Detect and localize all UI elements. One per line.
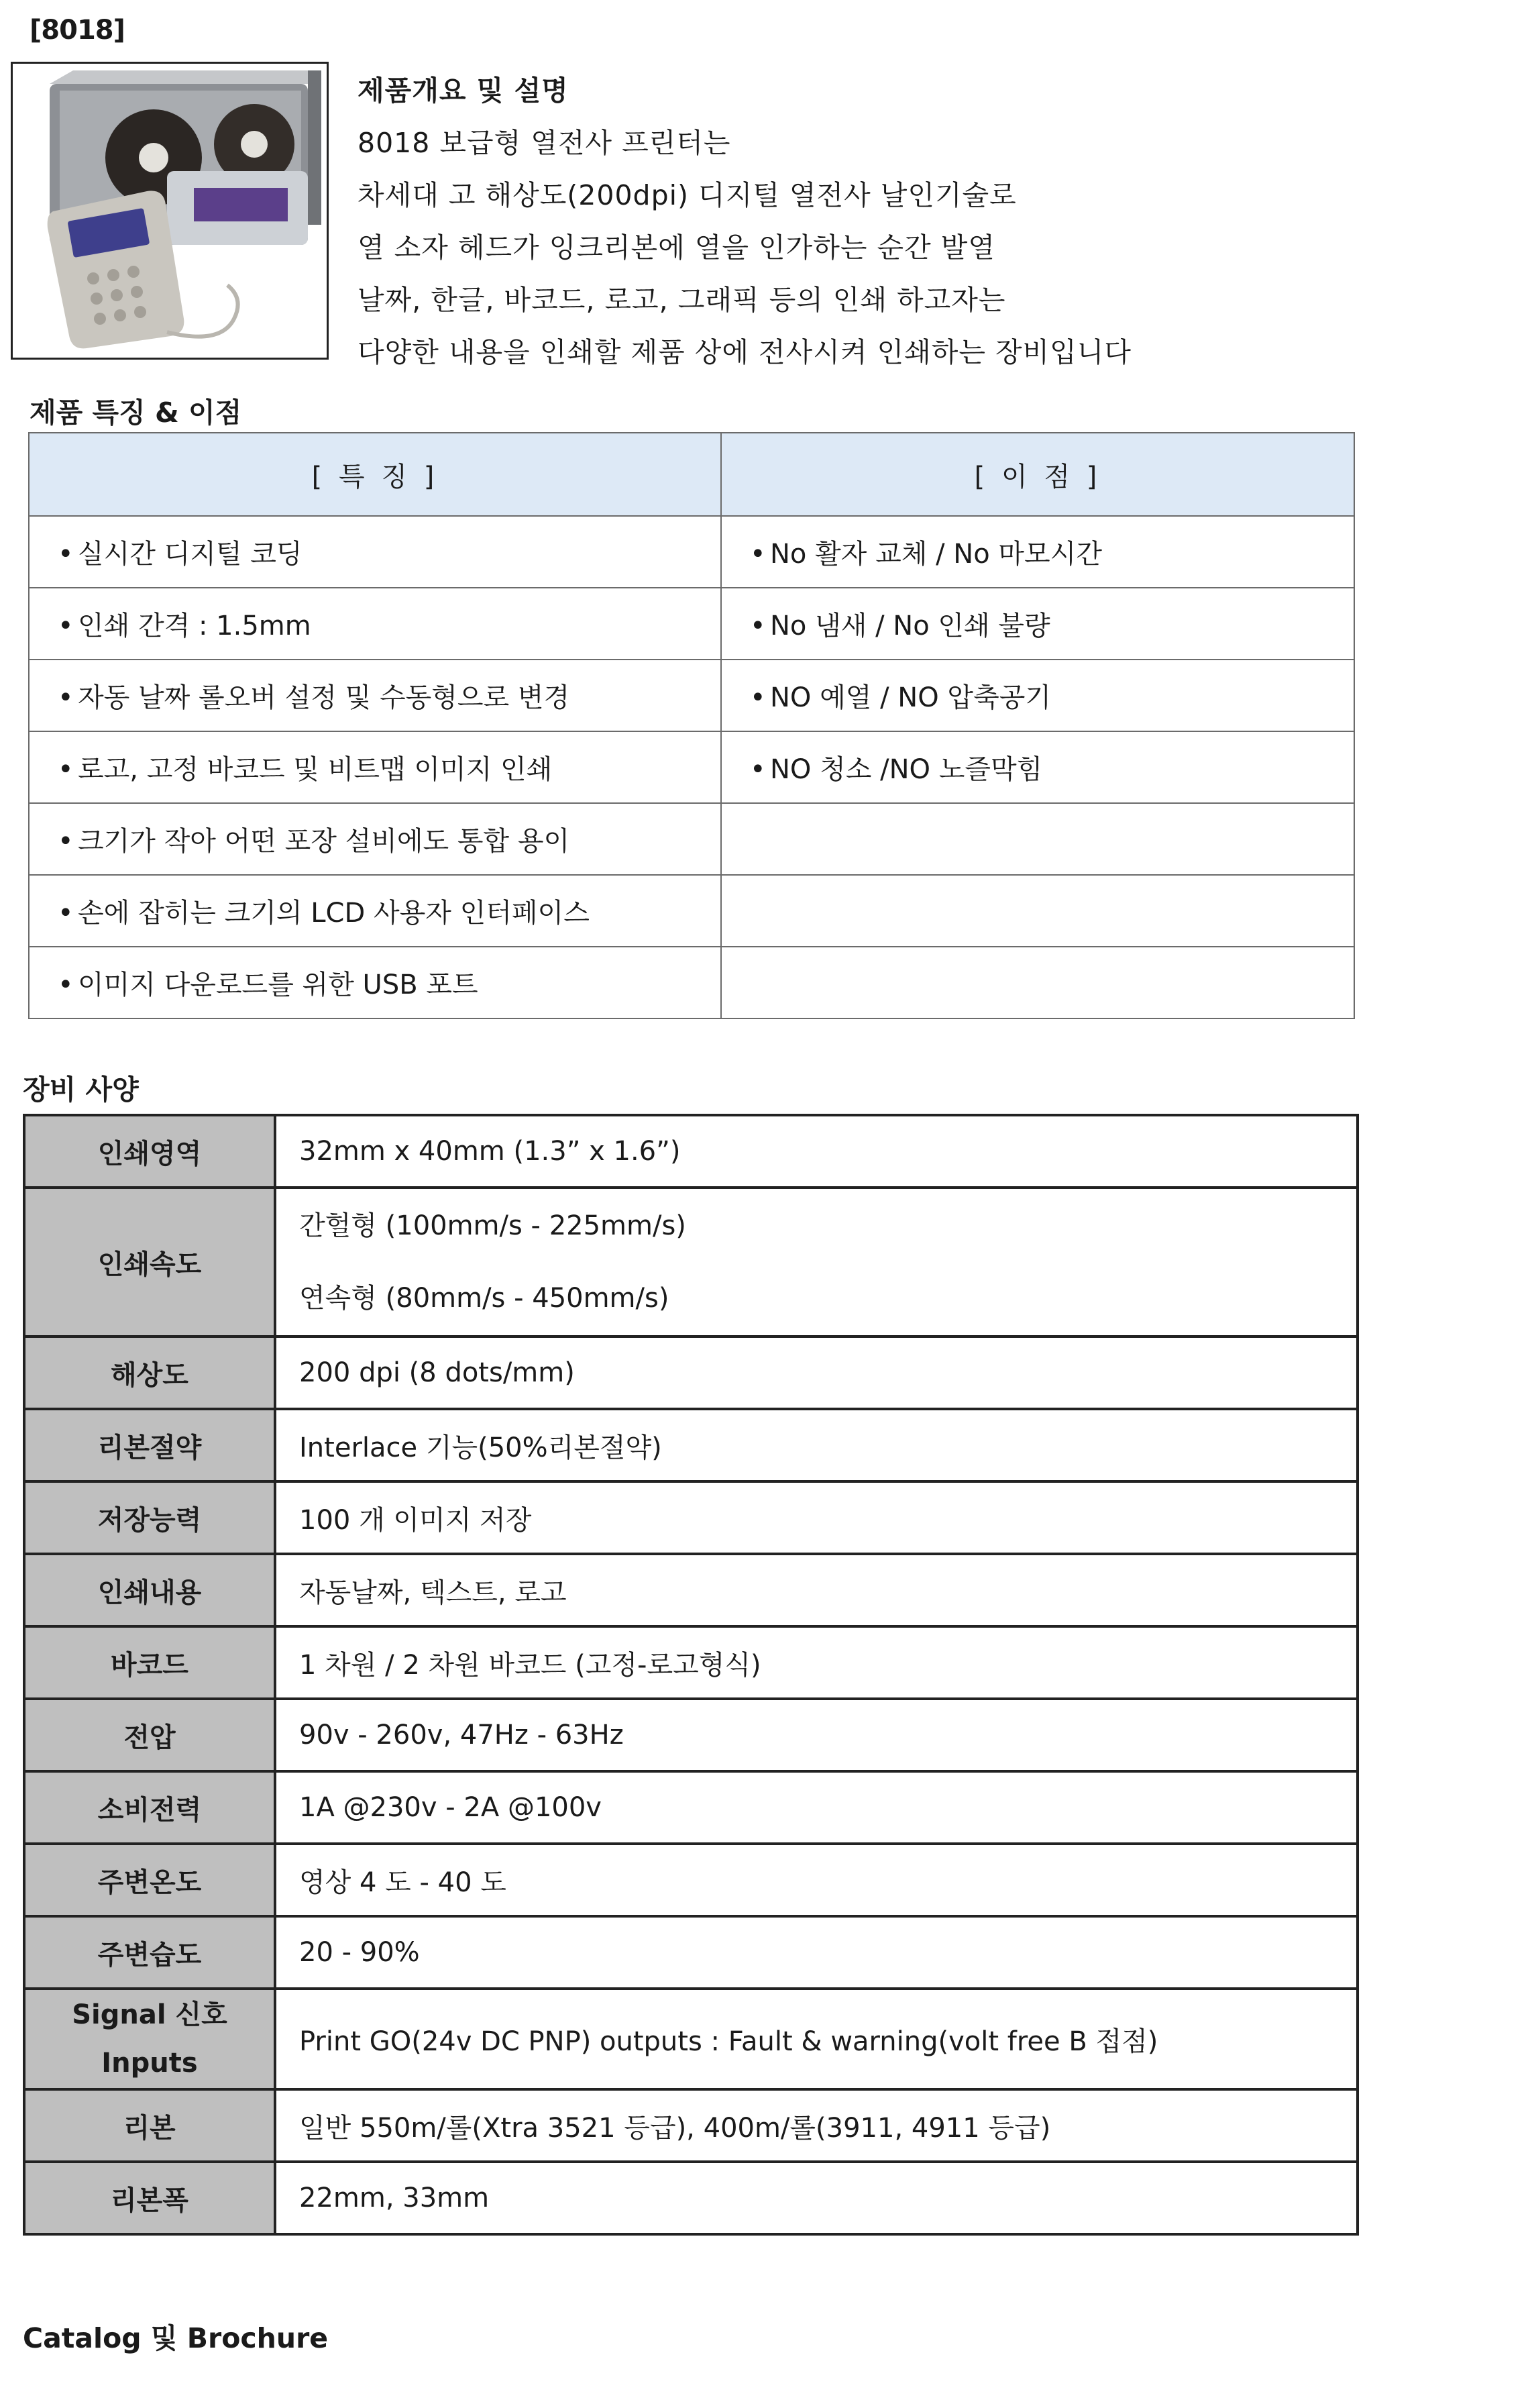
benefit-text: No 활자 교체 / No 마모시간 — [770, 539, 1102, 570]
spec-value: Print GO(24v DC PNP) outputs : Fault & warning(volt free B 접점) — [275, 1989, 1358, 2089]
spec-row — [24, 1626, 1358, 1699]
spec-row — [24, 1916, 1358, 1989]
spec-label: 리본폭 — [24, 2162, 275, 2234]
intro-line: 8018 보급형 열전사 프린터는 — [358, 127, 731, 159]
spec-section-title: 장비 사양 — [23, 1074, 139, 1106]
spec-label: 인쇄속도 — [24, 1188, 275, 1337]
benefits-column-header: [ 이 점 ] — [721, 433, 1354, 516]
benefit-cell — [721, 660, 1354, 731]
spec-label: 인쇄내용 — [24, 1554, 275, 1626]
feature-cell — [29, 516, 721, 588]
spec-row — [24, 1554, 1358, 1626]
spec-row — [24, 1188, 1358, 1337]
feature-text: 크기가 작아 어떤 포장 설비에도 통합 용이 — [78, 826, 570, 857]
bullet: • — [750, 539, 766, 570]
table-row — [29, 516, 1354, 588]
intro-heading: 제품개요 및 설명 — [358, 74, 569, 107]
bullet: • — [58, 754, 74, 785]
spec-value: 영상 4 도 - 40 도 — [275, 1844, 1358, 1916]
spec-value: 90v - 260v, 47Hz - 63Hz — [275, 1699, 1358, 1771]
spec-value: 200 dpi (8 dots/mm) — [275, 1337, 1358, 1409]
spec-value: Interlace 기능(50%리본절약) — [275, 1409, 1358, 1481]
features-column-header: [ 특 징 ] — [29, 433, 721, 516]
table-row — [29, 875, 1354, 947]
feature-cell — [29, 660, 721, 731]
bullet: • — [58, 539, 74, 570]
spec-row — [24, 1771, 1358, 1844]
spec-value: 20 - 90% — [275, 1916, 1358, 1989]
spec-label: 바코드 — [24, 1626, 275, 1699]
benefit-text: NO 예열 / NO 압축공기 — [770, 682, 1051, 713]
table-row — [29, 660, 1354, 731]
spec-value — [275, 1188, 1358, 1337]
bullet: • — [58, 682, 74, 713]
intro-line: 차세대 고 해상도(200dpi) 디지털 열전사 날인기술로 — [358, 179, 1017, 211]
spec-label: 전압 — [24, 1699, 275, 1771]
product-intro — [358, 64, 1132, 378]
benefit-cell — [721, 588, 1354, 660]
table-row — [29, 588, 1354, 660]
benefit-text: No 냄새 / No 인쇄 불량 — [770, 611, 1050, 641]
spec-label: 해상도 — [24, 1337, 275, 1409]
feature-text: 자동 날짜 롤오버 설정 및 수동형으로 변경 — [78, 682, 570, 713]
spec-label-line: Inputs — [101, 2048, 198, 2079]
bullet: • — [58, 970, 74, 1000]
spec-label-line: Signal 신호 — [72, 1999, 227, 2030]
bullet: • — [750, 682, 766, 713]
feature-cell — [29, 875, 721, 947]
spec-value-line: 연속형 (80mm/s - 450mm/s) — [299, 1283, 669, 1314]
benefit-cell-empty — [721, 947, 1354, 1018]
spec-label: 리본절약 — [24, 1409, 275, 1481]
spec-value: 1A @230v - 2A @100v — [275, 1771, 1358, 1844]
bullet: • — [58, 898, 74, 929]
spec-value-line: 간헐형 (100mm/s - 225mm/s) — [299, 1210, 686, 1241]
spec-row — [24, 2162, 1358, 2234]
spec-row — [24, 1844, 1358, 1916]
spec-label: 저장능력 — [24, 1481, 275, 1554]
bullet: • — [750, 611, 766, 641]
feature-text: 인쇄 간격 : 1.5mm — [78, 611, 311, 641]
printer-product-image — [11, 62, 329, 360]
bullet: • — [750, 754, 766, 785]
feature-text: 손에 잡히는 크기의 LCD 사용자 인터페이스 — [78, 898, 590, 929]
intro-line: 다양한 내용을 인쇄할 제품 상에 전사시켜 인쇄하는 장비입니다 — [358, 336, 1132, 368]
spec-value: 일반 550m/롤(Xtra 3521 등급), 400m/롤(3911, 4911 등급) — [275, 2089, 1358, 2162]
spec-row — [24, 1409, 1358, 1481]
feature-text: 실시간 디지털 코딩 — [78, 539, 303, 570]
spec-label: 주변습도 — [24, 1916, 275, 1989]
features-header-row — [29, 433, 1354, 516]
spec-value: 100 개 이미지 저장 — [275, 1481, 1358, 1554]
spec-row — [24, 1481, 1358, 1554]
spec-row — [24, 1699, 1358, 1771]
spec-label: 인쇄영역 — [24, 1115, 275, 1188]
bullet: • — [58, 611, 74, 641]
product-code: [8018] — [30, 15, 125, 46]
feature-cell — [29, 588, 721, 660]
spec-value: 22mm, 33mm — [275, 2162, 1358, 2234]
benefit-text: NO 청소 /NO 노즐막힘 — [770, 754, 1043, 785]
spec-label: 주변온도 — [24, 1844, 275, 1916]
feature-text: 로고, 고정 바코드 및 비트맵 이미지 인쇄 — [78, 754, 553, 785]
spec-value: 32mm x 40mm (1.3” x 1.6”) — [275, 1115, 1358, 1188]
table-row — [29, 803, 1354, 875]
intro-line: 열 소자 헤드가 잉크리본에 열을 인가하는 순간 발열 — [358, 231, 995, 264]
feature-cell — [29, 947, 721, 1018]
bullet: • — [58, 826, 74, 857]
feature-cell — [29, 803, 721, 875]
spec-row — [24, 1989, 1358, 2089]
spec-table — [23, 1114, 1359, 2236]
benefit-cell — [721, 731, 1354, 803]
spec-row — [24, 1337, 1358, 1409]
feature-cell — [29, 731, 721, 803]
features-table — [28, 432, 1355, 1019]
intro-line: 날짜, 한글, 바코드, 로고, 그래픽 등의 인쇄 하고자는 — [358, 284, 1006, 316]
table-row — [29, 731, 1354, 803]
spec-label — [24, 1989, 275, 2089]
spec-row — [24, 2089, 1358, 2162]
benefit-cell-empty — [721, 875, 1354, 947]
benefit-cell-empty — [721, 803, 1354, 875]
spec-label: 리본 — [24, 2089, 275, 2162]
spec-value: 자동날짜, 텍스트, 로고 — [275, 1554, 1358, 1626]
spec-label: 소비전력 — [24, 1771, 275, 1844]
table-row — [29, 947, 1354, 1018]
feature-text: 이미지 다운로드를 위한 USB 포트 — [78, 970, 478, 1000]
benefit-cell — [721, 516, 1354, 588]
spec-row — [24, 1115, 1358, 1188]
catalog-title: Catalog 및 Brochure — [23, 2322, 329, 2354]
features-section-title: 제품 특징 & 이점 — [30, 397, 242, 429]
spec-value: 1 차원 / 2 차원 바코드 (고정-로고형식) — [275, 1626, 1358, 1699]
